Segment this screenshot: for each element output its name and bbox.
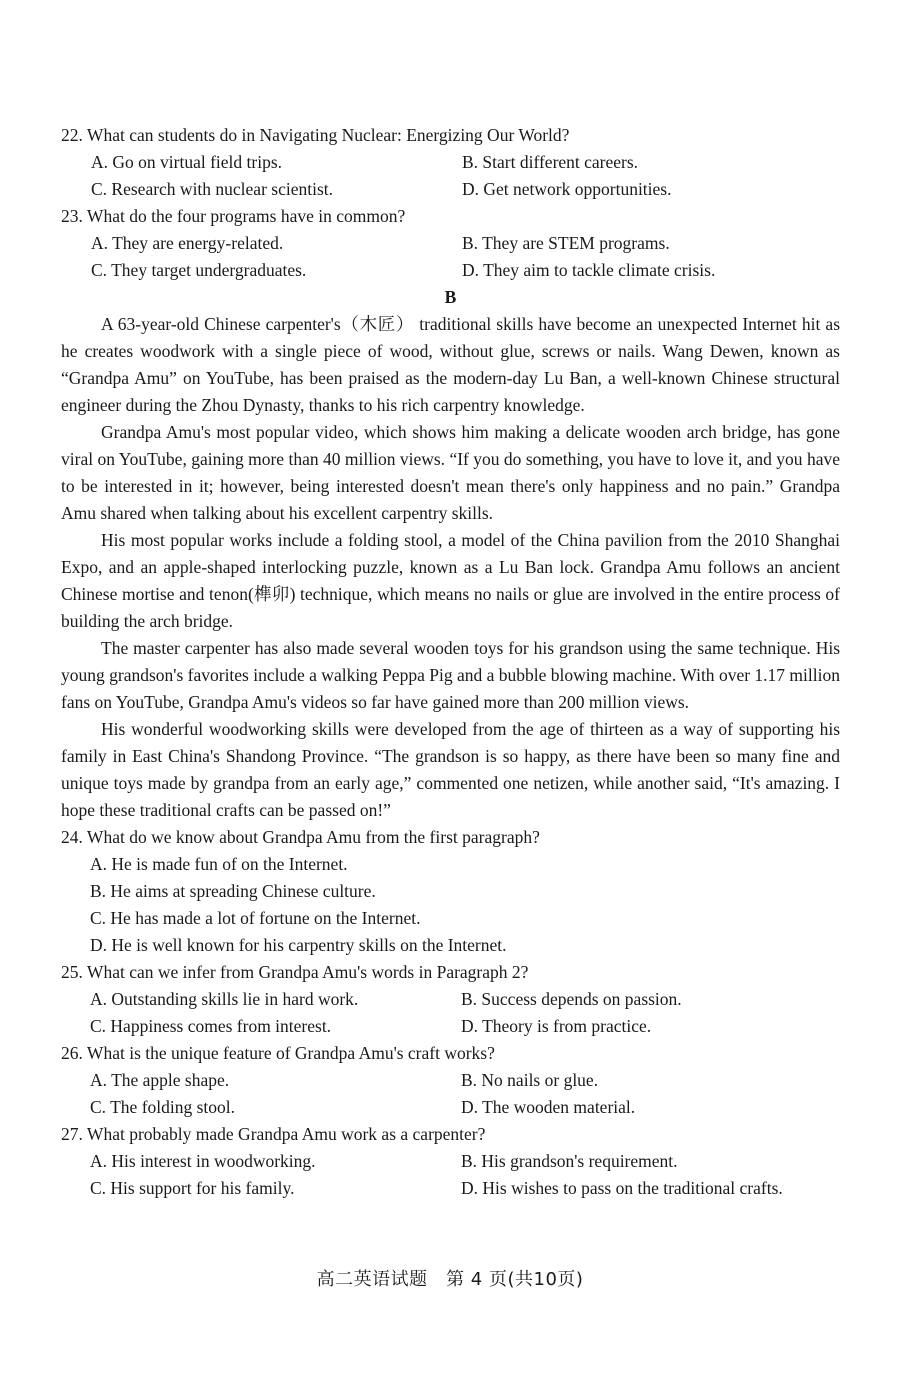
question-26-option-c: C. The folding stool. [90, 1097, 236, 1117]
question-27-options [61, 1148, 840, 1202]
question-27-option-a: A. His interest in woodworking. [90, 1151, 316, 1171]
question-27-option-b: B. His grandson's requirement. [461, 1151, 678, 1171]
question-24-option-d: D. He is well known for his carpentry skills on the Internet. [90, 935, 507, 955]
question-24-options [61, 851, 840, 959]
page-footer: 高二英语试题 第 4 页(共10页) [316, 1269, 584, 1290]
question-22-options [61, 149, 840, 203]
passage-paragraph-4: The master carpenter has also made several wooden toys for his grandson using the same technique. His young grandson's favorites include a walking Peppa Pig and a bubble blowing machine. With over 1.17 million fans on YouTube, Grandpa Amu's videos so far have gained more than 200 million views. [61, 638, 840, 712]
question-22-option-b: B. Start different careers. [462, 152, 639, 172]
question-25-option-d: D. Theory is from practice. [461, 1016, 652, 1036]
question-23-option-a: A. They are energy-related. [91, 233, 284, 253]
question-23-option-d: D. They aim to tackle climate crisis. [462, 260, 716, 280]
section-b-title: B [444, 287, 457, 307]
question-24-option-a: A. He is made fun of on the Internet. [90, 854, 348, 874]
exam-page-content [61, 122, 840, 1202]
question-25-options [61, 986, 840, 1040]
question-25-option-b: B. Success depends on passion. [461, 989, 682, 1009]
question-26-option-d: D. The wooden material. [461, 1097, 636, 1117]
question-23-option-c: C. They target undergraduates. [91, 260, 307, 280]
question-22-option-a: A. Go on virtual field trips. [91, 152, 283, 172]
question-22-stem: 22. What can students do in Navigating Nuclear: Energizing Our World? [61, 125, 570, 145]
question-27-option-c: C. His support for his family. [90, 1178, 295, 1198]
question-25-stem: 25. What can we infer from Grandpa Amu's words in Paragraph 2? [61, 962, 529, 982]
question-27-option-d: D. His wishes to pass on the traditional crafts. [461, 1178, 783, 1198]
question-23-options [61, 230, 840, 284]
question-25-option-a: A. Outstanding skills lie in hard work. [90, 989, 359, 1009]
passage-paragraph-5: His wonderful woodworking skills were developed from the age of thirteen as a way of supporting his family in East China's Shandong Province. “The grandson is so happy, as there have been so many fine and unique toys made by grandpa from an early age,” commented one netizen, while another said, “It's amazing. I hope these traditional crafts can be passed on!” [61, 719, 840, 820]
passage-paragraph-1: A 63-year-old Chinese carpenter's（木匠） traditional skills have become an unexpected Internet hit as he creates woodwork with a single piece of wood, without glue, screws or nails. Wang Dewen, known as “Grandpa Amu” on YouTube, has been praised as the modern-day Lu Ban, a well-known Chinese structural engineer during the Zhou Dynasty, thanks to his rich carpentry knowledge. [61, 314, 840, 415]
question-24-stem: 24. What do we know about Grandpa Amu from the first paragraph? [61, 827, 540, 847]
question-26-option-a: A. The apple shape. [90, 1070, 230, 1090]
question-26-option-b: B. No nails or glue. [461, 1070, 599, 1090]
question-23-option-b: B. They are STEM programs. [462, 233, 670, 253]
question-24-option-c: C. He has made a lot of fortune on the Internet. [90, 908, 421, 928]
passage-paragraph-3: His most popular works include a folding stool, a model of the China pavilion from the 2010 Shanghai Expo, and an apple-shaped interlocking puzzle, known as a Lu Ban lock. Grandpa Amu follows an ancient Chinese mortise and tenon(榫卯) technique, which means no nails or glue are involved in the entire process of building the arch bridge. [61, 530, 840, 631]
question-23-stem: 23. What do the four programs have in common? [61, 206, 406, 226]
question-27-stem: 27. What probably made Grandpa Amu work as a carpenter? [61, 1124, 486, 1144]
passage-paragraph-2: Grandpa Amu's most popular video, which shows him making a delicate wooden arch bridge, has gone viral on YouTube, gaining more than 40 million views. “If you do something, you have to love it, and you have to be interested in it; however, being interested doesn't mean there's only happiness and no pain.” Grandpa Amu shared when talking about his excellent carpentry skills. [61, 422, 840, 523]
question-22-option-d: D. Get network opportunities. [462, 179, 672, 199]
question-26-stem: 26. What is the unique feature of Grandpa Amu's craft works? [61, 1043, 495, 1063]
question-24-option-b: B. He aims at spreading Chinese culture. [90, 881, 376, 901]
question-22-option-c: C. Research with nuclear scientist. [91, 179, 334, 199]
question-26-options [61, 1067, 840, 1121]
question-25-option-c: C. Happiness comes from interest. [90, 1016, 332, 1036]
